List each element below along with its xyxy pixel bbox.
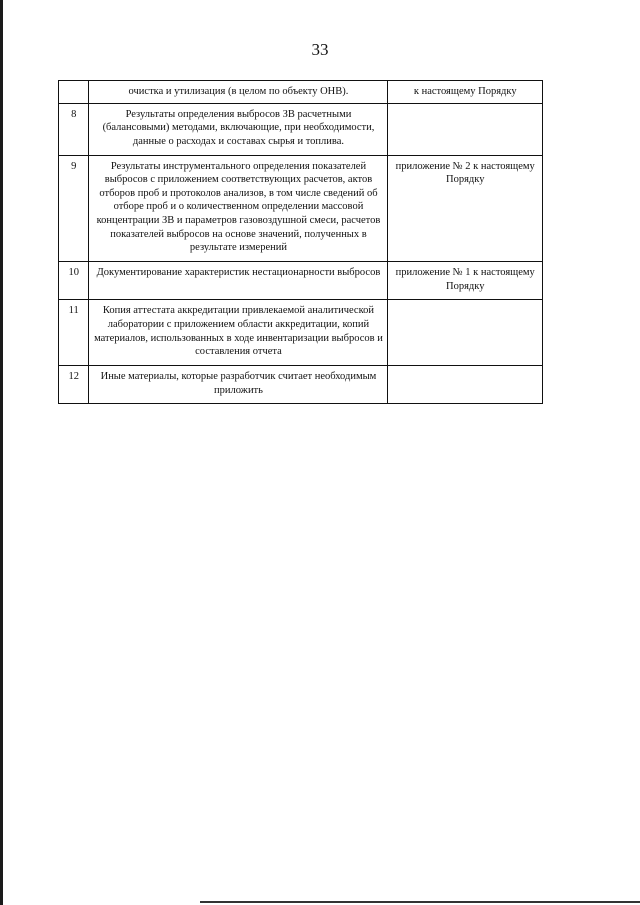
row-description: Копия аттестата аккредитации привлекаемой аналитической лаборатории с приложением области аккредитации, копий материалов, использованных в ходе инвентаризации выбросов и составления отчета — [89, 300, 388, 366]
row-description: Иные материалы, которые разработчик считает необходимым приложить — [89, 365, 388, 403]
row-description: Результаты определения выбросов ЗВ расчетными (балансовыми) методами, включающие, при необходимости, данные о расходах и составах сырья и топлива. — [89, 103, 388, 155]
row-number — [59, 81, 89, 104]
row-number: 12 — [59, 365, 89, 403]
table-row — [59, 103, 543, 155]
table-row — [59, 155, 543, 261]
row-number: 11 — [59, 300, 89, 366]
row-number: 9 — [59, 155, 89, 261]
document-table — [58, 80, 543, 404]
row-reference: приложение № 1 к настоящему Порядку — [388, 262, 543, 300]
scan-bottom-edge — [200, 901, 640, 903]
row-description: очистка и утилизация (в целом по объекту ОНВ). — [89, 81, 388, 104]
row-reference — [388, 103, 543, 155]
table-row — [59, 81, 543, 104]
table-row — [59, 365, 543, 403]
row-reference: к настоящему Порядку — [388, 81, 543, 104]
row-reference — [388, 300, 543, 366]
row-reference — [388, 365, 543, 403]
row-description: Результаты инструментального определения показателей выбросов с приложением соответствующих расчетов, актов отборов проб и протоколов анализов, в том числе сведений об отборе проб и о количественном определении массовой концентрации ЗВ и параметров газовоздушной смеси, расчетов показателей выбросов на основе значений, полученных в результате измерений — [89, 155, 388, 261]
page-number: 33 — [311, 40, 329, 59]
row-reference: приложение № 2 к настоящему Порядку — [388, 155, 543, 261]
row-number: 8 — [59, 103, 89, 155]
table-row — [59, 262, 543, 300]
scan-left-edge — [0, 0, 3, 905]
row-number: 10 — [59, 262, 89, 300]
row-description: Документирование характеристик нестационарности выбросов — [89, 262, 388, 300]
table-row — [59, 300, 543, 366]
